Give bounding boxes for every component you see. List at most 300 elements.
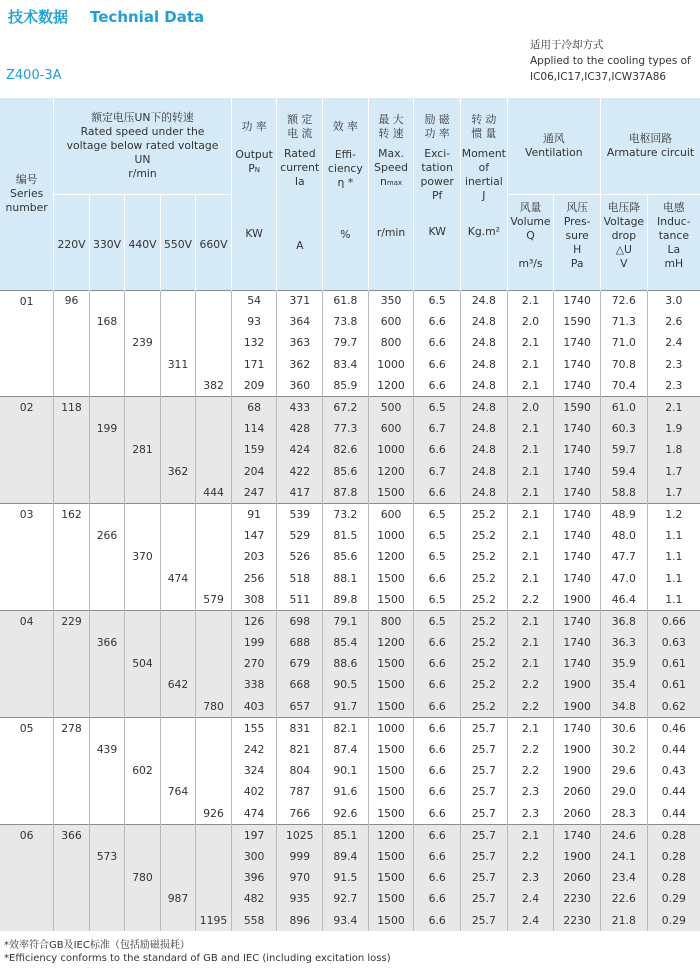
empty-cell xyxy=(54,482,90,504)
empty-cell xyxy=(160,589,196,611)
data-cell: 29.6 xyxy=(601,761,648,782)
empty-cell xyxy=(125,589,161,611)
empty-cell xyxy=(89,589,125,611)
data-cell: 35.9 xyxy=(601,654,648,675)
table-body xyxy=(0,290,700,931)
data-cell: 71.3 xyxy=(601,312,648,333)
data-cell: 433 xyxy=(277,397,323,419)
data-cell: 2060 xyxy=(554,868,601,889)
data-cell: 1740 xyxy=(554,482,601,504)
empty-cell xyxy=(125,633,161,654)
empty-cell xyxy=(160,696,196,718)
empty-cell xyxy=(89,675,125,696)
data-cell: 6.6 xyxy=(414,568,461,589)
table-row xyxy=(0,547,700,568)
data-cell: 68 xyxy=(231,397,277,419)
header-excitation-power: 励 磁 功 率 Exci- tation power Pf KW xyxy=(414,98,461,290)
data-cell: 1.1 xyxy=(647,568,700,589)
table-row xyxy=(0,312,700,333)
empty-cell xyxy=(160,504,196,526)
header-efficiency: 效 率 Effi- ciency η * % xyxy=(323,98,369,290)
empty-cell xyxy=(54,589,90,611)
data-cell: 2.2 xyxy=(507,846,554,867)
table-row xyxy=(0,397,700,419)
series-number: 03 xyxy=(0,504,54,611)
data-cell: 1740 xyxy=(554,633,601,654)
rated-speed-cell: 366 xyxy=(89,633,125,654)
data-cell: 1025 xyxy=(277,825,323,847)
rated-speed-cell: 573 xyxy=(89,846,125,867)
empty-cell xyxy=(196,675,232,696)
data-cell: 2.1 xyxy=(507,290,554,312)
rated-speed-cell: 780 xyxy=(125,868,161,889)
data-cell: 1500 xyxy=(368,589,414,611)
data-cell: 362 xyxy=(277,354,323,375)
empty-cell xyxy=(125,568,161,589)
data-cell: 36.8 xyxy=(601,611,648,633)
data-cell: 800 xyxy=(368,611,414,633)
data-cell: 6.6 xyxy=(414,825,461,847)
empty-cell xyxy=(125,825,161,847)
data-cell: 2.3 xyxy=(507,782,554,803)
data-cell: 24.8 xyxy=(461,419,508,440)
data-cell: 1900 xyxy=(554,739,601,760)
series-number: 06 xyxy=(0,825,54,931)
empty-cell xyxy=(54,889,90,910)
data-cell: 1500 xyxy=(368,654,414,675)
empty-cell xyxy=(125,312,161,333)
rated-speed-cell: 926 xyxy=(196,803,232,825)
data-cell: 93.4 xyxy=(323,910,369,931)
data-cell: 25.2 xyxy=(461,568,508,589)
data-cell: 1500 xyxy=(368,696,414,718)
data-cell: 1.8 xyxy=(647,440,700,461)
header-output: 功 率 Output PN KW xyxy=(231,98,277,290)
data-cell: 1000 xyxy=(368,718,414,740)
data-cell: 60.3 xyxy=(601,419,648,440)
empty-cell xyxy=(196,889,232,910)
data-cell: 2.3 xyxy=(507,803,554,825)
data-cell: 1000 xyxy=(368,354,414,375)
table-row xyxy=(0,611,700,633)
table-row xyxy=(0,803,700,825)
empty-cell xyxy=(89,482,125,504)
data-cell: 1500 xyxy=(368,568,414,589)
data-cell: 1.2 xyxy=(647,504,700,526)
data-cell: 0.44 xyxy=(647,803,700,825)
data-cell: 91.5 xyxy=(323,868,369,889)
data-cell: 23.4 xyxy=(601,868,648,889)
empty-cell xyxy=(89,568,125,589)
table-row xyxy=(0,461,700,482)
rated-speed-cell: 382 xyxy=(196,375,232,397)
data-cell: 79.1 xyxy=(323,611,369,633)
data-cell: 0.43 xyxy=(647,761,700,782)
data-cell: 3.0 xyxy=(647,290,700,312)
data-cell: 1.7 xyxy=(647,461,700,482)
data-cell: 93 xyxy=(231,312,277,333)
data-cell: 70.8 xyxy=(601,354,648,375)
data-cell: 1.9 xyxy=(647,419,700,440)
data-cell: 1500 xyxy=(368,868,414,889)
data-cell: 61.0 xyxy=(601,397,648,419)
data-cell: 25.2 xyxy=(461,654,508,675)
data-cell: 199 xyxy=(231,633,277,654)
data-cell: 668 xyxy=(277,675,323,696)
title-zh: 技术数据 xyxy=(8,8,69,26)
data-cell: 24.8 xyxy=(461,290,508,312)
header-air-pressure: 风压 Pres- sure H Pa xyxy=(554,194,601,290)
data-cell: 79.7 xyxy=(323,333,369,354)
data-cell: 1.1 xyxy=(647,589,700,611)
empty-cell xyxy=(196,547,232,568)
data-cell: 1500 xyxy=(368,910,414,931)
table-row xyxy=(0,889,700,910)
data-cell: 30.2 xyxy=(601,739,648,760)
table-header xyxy=(0,98,700,290)
data-cell: 1.1 xyxy=(647,547,700,568)
data-cell: 90.1 xyxy=(323,761,369,782)
table-row xyxy=(0,825,700,847)
table-row xyxy=(0,482,700,504)
data-cell: 1740 xyxy=(554,290,601,312)
empty-cell xyxy=(196,868,232,889)
header-series: 编号 Series number xyxy=(0,98,54,290)
data-cell: 1740 xyxy=(554,333,601,354)
data-cell: 92.7 xyxy=(323,889,369,910)
data-cell: 539 xyxy=(277,504,323,526)
data-cell: 46.4 xyxy=(601,589,648,611)
empty-cell xyxy=(160,611,196,633)
data-cell: 91.7 xyxy=(323,696,369,718)
data-cell: 396 xyxy=(231,868,277,889)
data-cell: 6.6 xyxy=(414,739,461,760)
table-row xyxy=(0,868,700,889)
data-cell: 22.6 xyxy=(601,889,648,910)
data-cell: 2.2 xyxy=(507,761,554,782)
empty-cell xyxy=(125,846,161,867)
table-row xyxy=(0,504,700,526)
data-cell: 518 xyxy=(277,568,323,589)
rated-speed-cell: 444 xyxy=(196,482,232,504)
data-cell: 6.6 xyxy=(414,654,461,675)
data-cell: 59.4 xyxy=(601,461,648,482)
footnote-en: *Efficiency conforms to the standard of GB and IEC (including excitation loss) xyxy=(4,953,391,964)
empty-cell xyxy=(160,312,196,333)
empty-cell xyxy=(54,526,90,547)
data-cell: 1.7 xyxy=(647,482,700,504)
empty-cell xyxy=(125,526,161,547)
data-cell: 2.1 xyxy=(647,397,700,419)
cooling-note-en-line1: Applied to the cooling types of xyxy=(530,55,691,67)
data-cell: 511 xyxy=(277,589,323,611)
data-cell: 0.28 xyxy=(647,825,700,847)
empty-cell xyxy=(54,761,90,782)
empty-cell xyxy=(89,910,125,931)
data-cell: 428 xyxy=(277,419,323,440)
data-cell: 48.0 xyxy=(601,526,648,547)
data-cell: 6.7 xyxy=(414,461,461,482)
data-cell: 59.7 xyxy=(601,440,648,461)
data-cell: 1590 xyxy=(554,397,601,419)
header-rated-current: 额 定 电 流 Rated current Ia A xyxy=(277,98,323,290)
data-cell: 600 xyxy=(368,504,414,526)
data-cell: 1740 xyxy=(554,354,601,375)
data-cell: 2.0 xyxy=(507,312,554,333)
data-cell: 2.3 xyxy=(507,868,554,889)
empty-cell xyxy=(89,354,125,375)
cooling-note xyxy=(530,37,691,85)
data-cell: 1740 xyxy=(554,375,601,397)
table-row xyxy=(0,419,700,440)
empty-cell xyxy=(160,375,196,397)
data-cell: 1740 xyxy=(554,718,601,740)
data-cell: 1740 xyxy=(554,568,601,589)
empty-cell xyxy=(54,419,90,440)
empty-cell xyxy=(89,461,125,482)
empty-cell xyxy=(89,825,125,847)
table-row xyxy=(0,761,700,782)
data-cell: 2.4 xyxy=(507,889,554,910)
data-cell: 256 xyxy=(231,568,277,589)
data-cell: 1900 xyxy=(554,675,601,696)
data-cell: 209 xyxy=(231,375,277,397)
rated-speed-cell: 239 xyxy=(125,333,161,354)
rated-speed-cell: 1195 xyxy=(196,910,232,931)
series-number: 05 xyxy=(0,718,54,825)
empty-cell xyxy=(160,419,196,440)
data-cell: 526 xyxy=(277,547,323,568)
data-cell: 126 xyxy=(231,611,277,633)
data-cell: 500 xyxy=(368,397,414,419)
empty-cell xyxy=(196,440,232,461)
empty-cell xyxy=(54,568,90,589)
data-cell: 77.3 xyxy=(323,419,369,440)
table-row xyxy=(0,718,700,740)
data-cell: 6.6 xyxy=(414,718,461,740)
empty-cell xyxy=(125,375,161,397)
data-cell: 896 xyxy=(277,910,323,931)
data-cell: 350 xyxy=(368,290,414,312)
rated-speed-cell: 168 xyxy=(89,312,125,333)
data-cell: 1200 xyxy=(368,825,414,847)
data-cell: 1500 xyxy=(368,675,414,696)
data-cell: 92.6 xyxy=(323,803,369,825)
data-cell: 1000 xyxy=(368,440,414,461)
data-cell: 82.6 xyxy=(323,440,369,461)
data-cell: 0.62 xyxy=(647,696,700,718)
empty-cell xyxy=(160,526,196,547)
data-cell: 155 xyxy=(231,718,277,740)
rated-speed-cell: 96 xyxy=(54,290,90,312)
empty-cell xyxy=(160,761,196,782)
empty-cell xyxy=(160,718,196,740)
header-inductance: 电感 Induc- tance La mH xyxy=(647,194,700,290)
empty-cell xyxy=(54,312,90,333)
model-label: Z400-3A xyxy=(6,68,62,83)
empty-cell xyxy=(54,375,90,397)
rated-speed-cell: 311 xyxy=(160,354,196,375)
data-cell: 24.8 xyxy=(461,461,508,482)
header-moment-of-inertia: 转 动 惯 量 Moment of inertial J Kg.m² xyxy=(461,98,508,290)
data-cell: 24.8 xyxy=(461,333,508,354)
data-cell: 529 xyxy=(277,526,323,547)
data-cell: 2.4 xyxy=(507,910,554,931)
empty-cell xyxy=(160,440,196,461)
header-ventilation: 通风 Ventilation xyxy=(507,98,600,194)
data-cell: 1740 xyxy=(554,504,601,526)
data-cell: 422 xyxy=(277,461,323,482)
data-cell: 1590 xyxy=(554,312,601,333)
empty-cell xyxy=(196,825,232,847)
table-row xyxy=(0,633,700,654)
data-cell: 25.2 xyxy=(461,547,508,568)
table-row xyxy=(0,589,700,611)
data-cell: 2.1 xyxy=(507,419,554,440)
data-cell: 2.1 xyxy=(507,526,554,547)
data-cell: 30.6 xyxy=(601,718,648,740)
empty-cell xyxy=(196,846,232,867)
empty-cell xyxy=(160,333,196,354)
data-cell: 2060 xyxy=(554,782,601,803)
empty-cell xyxy=(196,461,232,482)
rated-speed-cell: 266 xyxy=(89,526,125,547)
series-number: 02 xyxy=(0,397,54,504)
data-cell: 1200 xyxy=(368,461,414,482)
rated-speed-cell: 366 xyxy=(54,825,90,847)
data-cell: 2.1 xyxy=(507,825,554,847)
data-cell: 204 xyxy=(231,461,277,482)
data-cell: 2.1 xyxy=(507,547,554,568)
rated-speed-cell: 504 xyxy=(125,654,161,675)
table-row xyxy=(0,375,700,397)
data-cell: 25.7 xyxy=(461,761,508,782)
header-rated-speed: 额定电压UN下的转速 Rated speed under the voltage below rated voltage UN r/min xyxy=(54,98,232,194)
data-cell: 25.7 xyxy=(461,739,508,760)
data-cell: 787 xyxy=(277,782,323,803)
data-cell: 6.7 xyxy=(414,419,461,440)
data-cell: 371 xyxy=(277,290,323,312)
data-cell: 482 xyxy=(231,889,277,910)
data-cell: 2.3 xyxy=(647,354,700,375)
header-voltage-330: 330V xyxy=(89,194,125,290)
data-cell: 24.8 xyxy=(461,354,508,375)
data-cell: 402 xyxy=(231,782,277,803)
data-cell: 147 xyxy=(231,526,277,547)
empty-cell xyxy=(54,547,90,568)
data-cell: 159 xyxy=(231,440,277,461)
data-cell: 1500 xyxy=(368,482,414,504)
data-cell: 2.3 xyxy=(647,375,700,397)
data-cell: 2.1 xyxy=(507,611,554,633)
empty-cell xyxy=(54,333,90,354)
data-cell: 0.29 xyxy=(647,910,700,931)
data-cell: 2.1 xyxy=(507,375,554,397)
data-cell: 698 xyxy=(277,611,323,633)
data-cell: 1500 xyxy=(368,782,414,803)
empty-cell xyxy=(54,782,90,803)
data-cell: 999 xyxy=(277,846,323,867)
data-cell: 6.5 xyxy=(414,504,461,526)
data-cell: 114 xyxy=(231,419,277,440)
data-cell: 89.4 xyxy=(323,846,369,867)
data-cell: 82.1 xyxy=(323,718,369,740)
empty-cell xyxy=(89,782,125,803)
empty-cell xyxy=(125,461,161,482)
data-cell: 29.0 xyxy=(601,782,648,803)
data-cell: 1000 xyxy=(368,526,414,547)
data-cell: 1500 xyxy=(368,803,414,825)
empty-cell xyxy=(125,290,161,312)
data-cell: 1740 xyxy=(554,547,601,568)
data-cell: 6.5 xyxy=(414,589,461,611)
empty-cell xyxy=(196,526,232,547)
data-cell: 0.61 xyxy=(647,654,700,675)
data-cell: 88.6 xyxy=(323,654,369,675)
data-cell: 1.1 xyxy=(647,526,700,547)
spec-table xyxy=(0,98,700,931)
empty-cell xyxy=(89,718,125,740)
data-cell: 600 xyxy=(368,419,414,440)
data-cell: 24.1 xyxy=(601,846,648,867)
rated-speed-cell: 370 xyxy=(125,547,161,568)
data-cell: 6.5 xyxy=(414,526,461,547)
empty-cell xyxy=(125,354,161,375)
empty-cell xyxy=(125,782,161,803)
empty-cell xyxy=(125,504,161,526)
data-cell: 47.7 xyxy=(601,547,648,568)
data-cell: 2.1 xyxy=(507,354,554,375)
data-cell: 6.6 xyxy=(414,910,461,931)
empty-cell xyxy=(89,290,125,312)
empty-cell xyxy=(196,611,232,633)
rated-speed-cell: 987 xyxy=(160,889,196,910)
empty-cell xyxy=(54,739,90,760)
empty-cell xyxy=(54,675,90,696)
data-cell: 2.0 xyxy=(507,397,554,419)
data-cell: 360 xyxy=(277,375,323,397)
empty-cell xyxy=(196,354,232,375)
data-cell: 72.6 xyxy=(601,290,648,312)
empty-cell xyxy=(54,461,90,482)
empty-cell xyxy=(54,633,90,654)
data-cell: 6.5 xyxy=(414,290,461,312)
data-cell: 935 xyxy=(277,889,323,910)
data-cell: 2230 xyxy=(554,889,601,910)
data-cell: 2.4 xyxy=(647,333,700,354)
data-cell: 1900 xyxy=(554,589,601,611)
rated-speed-cell: 439 xyxy=(89,739,125,760)
data-cell: 970 xyxy=(277,868,323,889)
data-cell: 85.1 xyxy=(323,825,369,847)
data-cell: 1740 xyxy=(554,611,601,633)
empty-cell xyxy=(196,718,232,740)
empty-cell xyxy=(125,718,161,740)
empty-cell xyxy=(160,482,196,504)
data-cell: 36.3 xyxy=(601,633,648,654)
rated-speed-cell: 278 xyxy=(54,718,90,740)
rated-speed-cell: 579 xyxy=(196,589,232,611)
data-cell: 6.5 xyxy=(414,397,461,419)
table-row xyxy=(0,739,700,760)
data-cell: 197 xyxy=(231,825,277,847)
empty-cell xyxy=(196,654,232,675)
empty-cell xyxy=(160,397,196,419)
data-cell: 1740 xyxy=(554,419,601,440)
empty-cell xyxy=(125,696,161,718)
empty-cell xyxy=(196,504,232,526)
data-cell: 25.7 xyxy=(461,718,508,740)
